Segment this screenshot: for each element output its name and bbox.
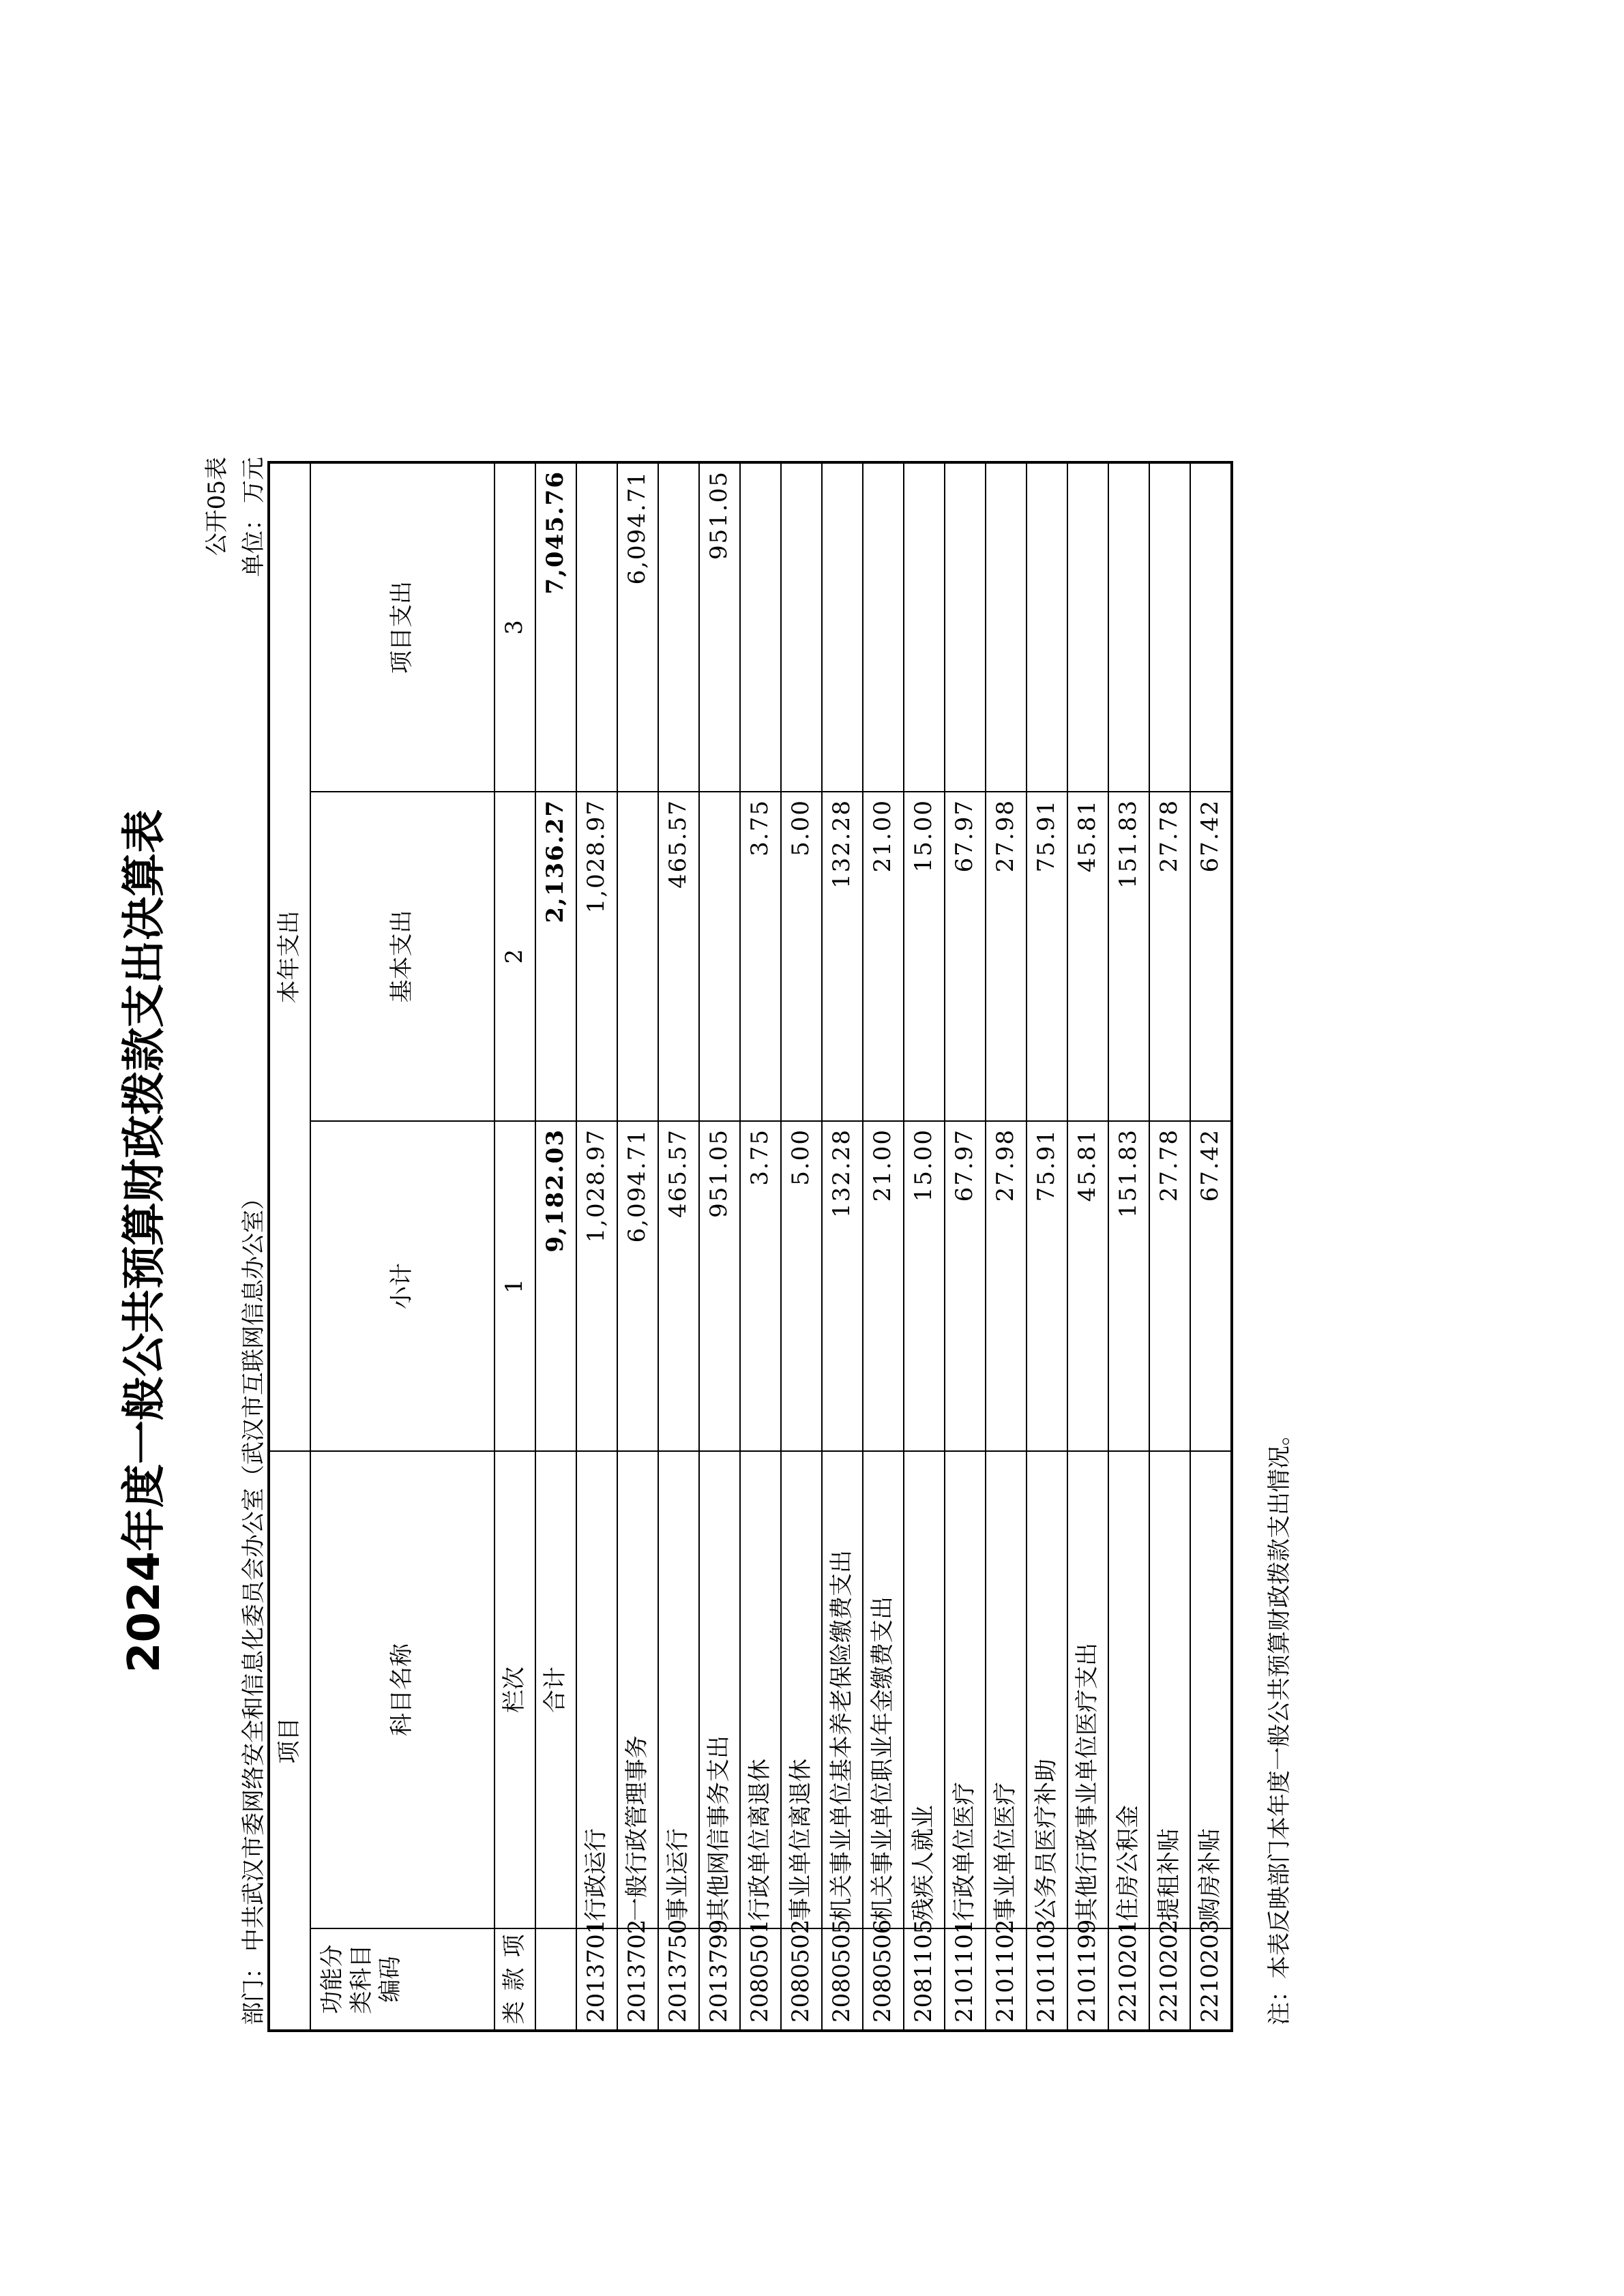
row-subtotal: 27.78 bbox=[1149, 1121, 1190, 1451]
table-row bbox=[781, 462, 822, 2031]
department-value: 中共武汉市委网络安全和信息化委员会办公室（武汉市互联网信息办公室） bbox=[240, 1187, 267, 1952]
row-name: 事业单位医疗 bbox=[986, 1451, 1027, 1928]
table-row bbox=[617, 462, 658, 2031]
table-row bbox=[986, 462, 1027, 2031]
table-row bbox=[740, 462, 781, 2031]
row-subtotal: 465.57 bbox=[658, 1121, 699, 1451]
row-basic: 132.28 bbox=[822, 792, 863, 1121]
row-basic: 1,028.97 bbox=[576, 792, 617, 1121]
row-name: 行政单位医疗 bbox=[945, 1451, 986, 1928]
table-row bbox=[1190, 462, 1232, 2031]
col-num-2: 2 bbox=[494, 792, 535, 1121]
row-subtotal: 5.00 bbox=[781, 1121, 822, 1451]
row-basic: 465.57 bbox=[658, 792, 699, 1121]
header-project: 项目 bbox=[269, 1451, 310, 2031]
row-project bbox=[863, 462, 904, 792]
row-subtotal: 75.91 bbox=[1027, 1121, 1067, 1451]
row-basic: 5.00 bbox=[781, 792, 822, 1121]
code-sub-lei: 类 bbox=[501, 2001, 529, 2025]
table-row bbox=[576, 462, 617, 2031]
row-project bbox=[1067, 462, 1108, 792]
department-label: 部门： bbox=[240, 1956, 267, 2025]
report-title: 2024年度一般公共预算财政拨款支出决算表 bbox=[119, 809, 170, 1673]
row-project bbox=[576, 462, 617, 792]
header-project-exp: 项目支出 bbox=[310, 462, 494, 792]
table-row bbox=[1108, 462, 1149, 2031]
row-subtotal: 151.83 bbox=[1108, 1121, 1149, 1451]
row-name: 事业单位离退休 bbox=[781, 1451, 822, 1928]
row-subtotal: 21.00 bbox=[863, 1121, 904, 1451]
row-project bbox=[740, 462, 781, 792]
row-basic: 75.91 bbox=[1027, 792, 1067, 1121]
row-name: 机关事业单位职业年金缴费支出 bbox=[863, 1451, 904, 1928]
code-col-label: 功能分类科目编码 bbox=[319, 1944, 404, 2014]
row-project bbox=[822, 462, 863, 792]
expenditure-table bbox=[267, 461, 1233, 2032]
table-row bbox=[945, 462, 986, 2031]
row-basic: 27.78 bbox=[1149, 792, 1190, 1121]
row-name: 一般行政管理事务 bbox=[617, 1451, 658, 1928]
row-basic: 3.75 bbox=[740, 792, 781, 1121]
row-project bbox=[658, 462, 699, 792]
report-sheet bbox=[89, 450, 1293, 2032]
row-project bbox=[945, 462, 986, 792]
row-name: 提租补贴 bbox=[1149, 1451, 1190, 1928]
table-row bbox=[822, 462, 863, 2031]
total-subtotal: 9,182.03 bbox=[535, 1121, 576, 1451]
row-code: 2081105 bbox=[904, 1928, 945, 2031]
header-subtotal: 小计 bbox=[310, 1121, 494, 1451]
unit-value: 万元 bbox=[240, 457, 267, 503]
row-project bbox=[1190, 462, 1232, 792]
row-subtotal: 6,094.71 bbox=[617, 1121, 658, 1451]
row-subtotal: 3.75 bbox=[740, 1121, 781, 1451]
row-subtotal: 67.97 bbox=[945, 1121, 986, 1451]
row-code: 2210202 bbox=[1149, 1928, 1190, 2031]
table-row bbox=[1149, 462, 1190, 2031]
row-basic: 27.98 bbox=[986, 792, 1027, 1121]
header-name-col: 科目名称 bbox=[310, 1451, 494, 1928]
row-code: 2080506 bbox=[863, 1928, 904, 2031]
total-label: 合计 bbox=[535, 1451, 576, 1928]
row-subtotal: 951.05 bbox=[699, 1121, 740, 1451]
row-name: 行政单位离退休 bbox=[740, 1451, 781, 1928]
total-basic: 2,136.27 bbox=[535, 792, 576, 1121]
row-project bbox=[1108, 462, 1149, 792]
row-code: 2210201 bbox=[1108, 1928, 1149, 2031]
code-sub-xiang: 项 bbox=[501, 1934, 529, 1958]
unit-line bbox=[235, 457, 268, 577]
row-name: 其他行政事业单位医疗支出 bbox=[1067, 1451, 1108, 1928]
row-name: 残疾人就业 bbox=[904, 1451, 945, 1928]
header-current-year: 本年支出 bbox=[269, 462, 310, 1451]
row-basic: 45.81 bbox=[1067, 792, 1108, 1121]
row-basic: 15.00 bbox=[904, 792, 945, 1121]
row-project: 951.05 bbox=[699, 462, 740, 792]
row-project: 6,094.71 bbox=[617, 462, 658, 792]
row-code: 2101101 bbox=[945, 1928, 986, 2031]
row-basic bbox=[617, 792, 658, 1121]
department-line bbox=[235, 1187, 268, 2025]
row-basic: 21.00 bbox=[863, 792, 904, 1121]
row-subtotal: 1,028.97 bbox=[576, 1121, 617, 1451]
footnote: 注：本表反映部门本年度一般公共预算财政拨款支出情况。 bbox=[1266, 1422, 1293, 2025]
col-num-1: 1 bbox=[494, 1121, 535, 1451]
header-code-col bbox=[310, 1928, 494, 2031]
row-name: 行政运行 bbox=[576, 1451, 617, 1928]
row-subtotal: 27.98 bbox=[986, 1121, 1027, 1451]
row-code: 2013701 bbox=[576, 1928, 617, 2031]
table-row bbox=[658, 462, 699, 2031]
row-name: 机关事业单位基本养老保险缴费支出 bbox=[822, 1451, 863, 1928]
table-row bbox=[1067, 462, 1108, 2031]
table-row bbox=[863, 462, 904, 2031]
row-basic: 151.83 bbox=[1108, 792, 1149, 1121]
row-code: 2101102 bbox=[986, 1928, 1027, 2031]
table-row bbox=[699, 462, 740, 2031]
col-num-3: 3 bbox=[494, 462, 535, 792]
row-project bbox=[1149, 462, 1190, 792]
row-project bbox=[904, 462, 945, 792]
row-code: 2013750 bbox=[658, 1928, 699, 2031]
row-name: 住房公积金 bbox=[1108, 1451, 1149, 1928]
row-code: 2080502 bbox=[781, 1928, 822, 2031]
row-name: 购房补贴 bbox=[1190, 1451, 1232, 1928]
row-subtotal: 45.81 bbox=[1067, 1121, 1108, 1451]
header-basic: 基本支出 bbox=[310, 792, 494, 1121]
row-code: 2080505 bbox=[822, 1928, 863, 2031]
row-code: 2013799 bbox=[699, 1928, 740, 2031]
row-project bbox=[1027, 462, 1067, 792]
row-basic: 67.42 bbox=[1190, 792, 1232, 1121]
table-row bbox=[1027, 462, 1067, 2031]
row-code: 2101103 bbox=[1027, 1928, 1067, 2031]
code-sub-kuan: 款 bbox=[501, 1967, 529, 1991]
row-name: 其他网信事务支出 bbox=[699, 1451, 740, 1928]
row-subtotal: 132.28 bbox=[822, 1121, 863, 1451]
row-basic: 67.97 bbox=[945, 792, 986, 1121]
total-code-cell bbox=[535, 1928, 576, 2031]
row-code: 2210203 bbox=[1190, 1928, 1232, 2031]
row-project bbox=[781, 462, 822, 792]
row-subtotal: 15.00 bbox=[904, 1121, 945, 1451]
total-project: 7,045.76 bbox=[535, 462, 576, 792]
header-col-label: 栏次 bbox=[494, 1451, 535, 1928]
row-project bbox=[986, 462, 1027, 792]
row-code: 2080501 bbox=[740, 1928, 781, 2031]
row-code: 2013702 bbox=[617, 1928, 658, 2031]
table-row bbox=[904, 462, 945, 2031]
header-code-sub bbox=[494, 1928, 535, 2031]
form-code: 公开05表 bbox=[203, 457, 231, 556]
row-code: 2101199 bbox=[1067, 1928, 1108, 2031]
unit-label: 单位： bbox=[240, 507, 267, 577]
row-basic bbox=[699, 792, 740, 1121]
row-name: 事业运行 bbox=[658, 1451, 699, 1928]
row-subtotal: 67.42 bbox=[1190, 1121, 1232, 1451]
row-name: 公务员医疗补助 bbox=[1027, 1451, 1067, 1928]
